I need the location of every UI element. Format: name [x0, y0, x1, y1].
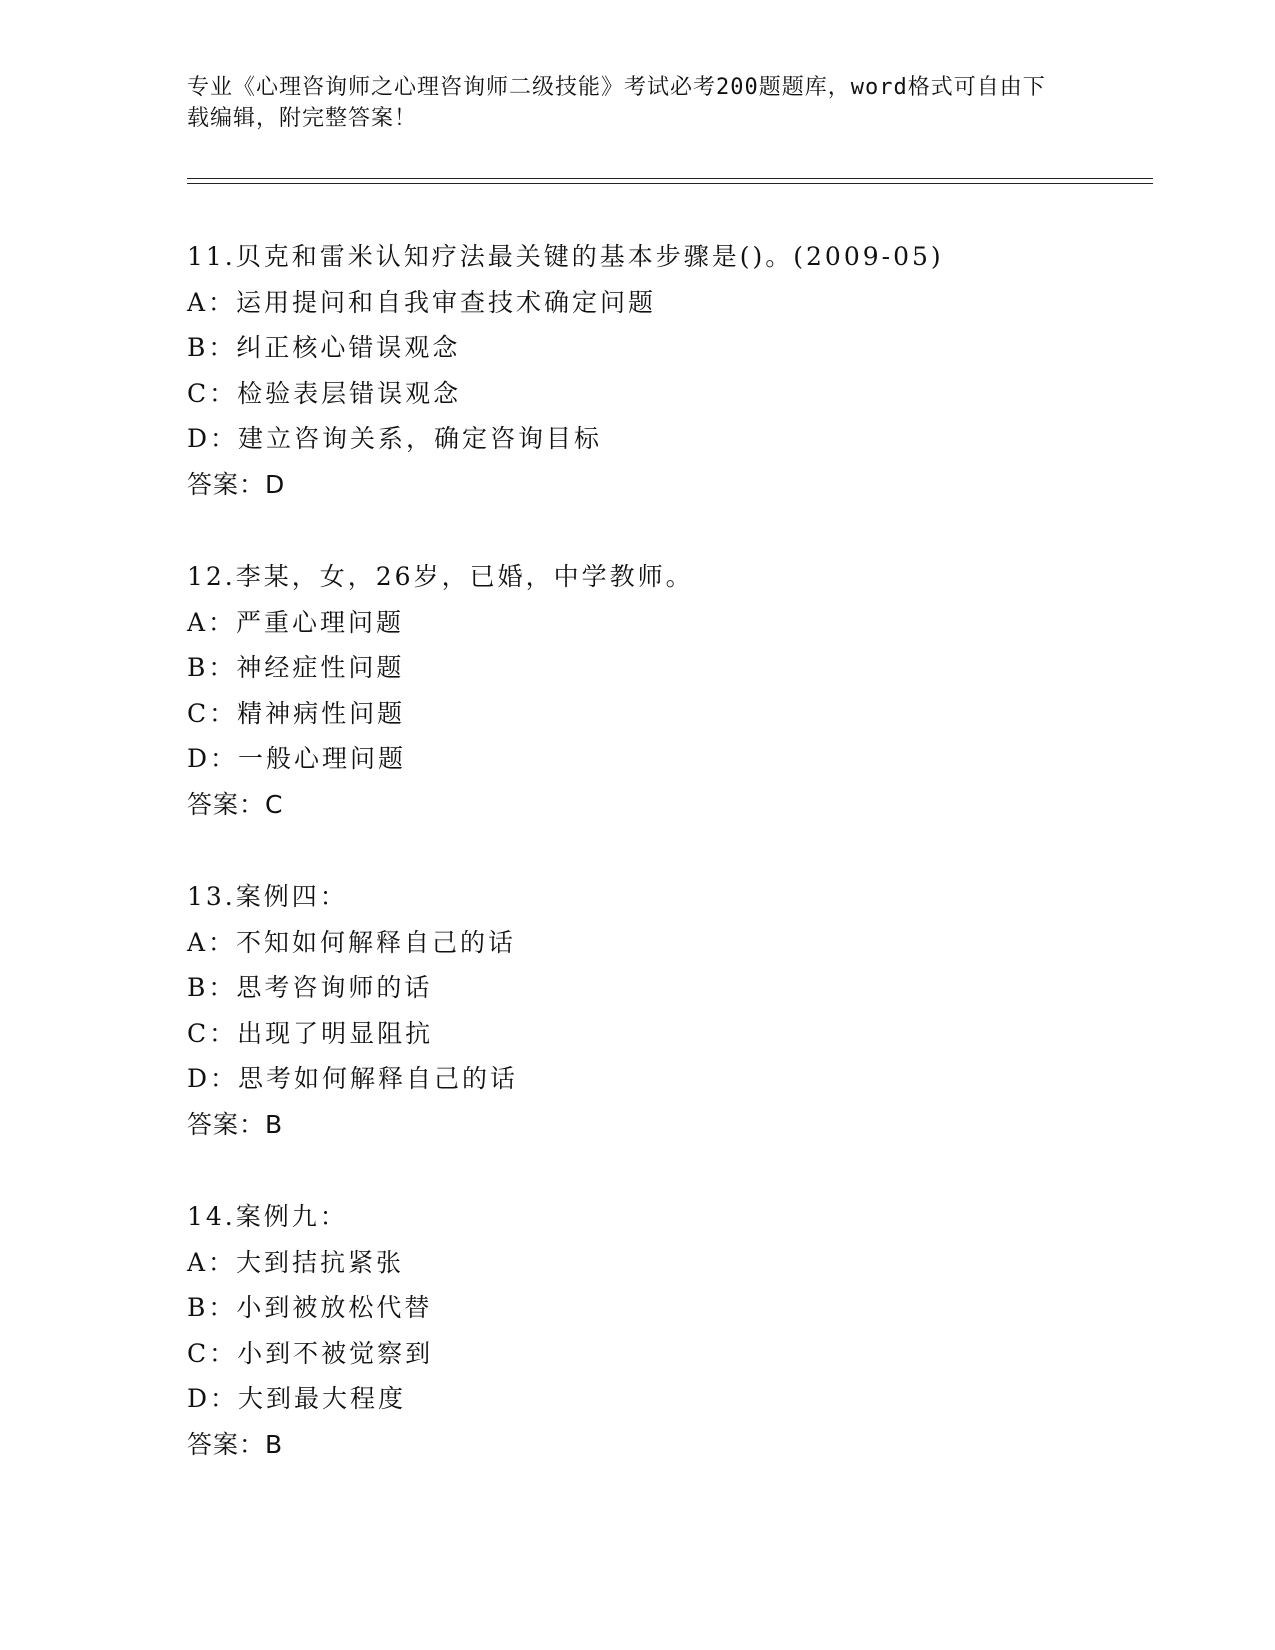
option-d: D：大到最大程度: [187, 1384, 407, 1413]
question-stem: 14.案例九：: [187, 1202, 348, 1231]
question-11: [187, 234, 1187, 507]
question-13: [187, 874, 1187, 1147]
header-text: 专业《心理咨询师之心理咨询师二级技能》考试必考200题题库，word格式可自由下载编辑，附完整答案！: [187, 75, 1046, 131]
option-d: D：建立咨询关系，确定咨询目标: [187, 424, 603, 453]
answer: 答案：C: [187, 789, 284, 819]
option-c: C：检验表层错误观念: [187, 378, 462, 408]
answer: 答案：D: [187, 469, 286, 499]
question-12: [187, 554, 1187, 827]
option-d: D：一般心理问题: [187, 744, 407, 773]
question-stem: 12.李某，女，26岁，已婚，中学教师。: [187, 562, 694, 591]
question-stem: 11.贝克和雷米认知疗法最关键的基本步骤是()。(2009-05): [187, 242, 944, 271]
option-b: B：纠正核心错误观念: [187, 333, 461, 362]
answer: 答案：B: [187, 1109, 284, 1139]
option-a: A：运用提问和自我审查技术确定问题: [187, 287, 657, 317]
option-b: B：小到被放松代替: [187, 1293, 433, 1322]
option-d: D：思考如何解释自己的话: [187, 1064, 519, 1093]
option-c: C：精神病性问题: [187, 698, 406, 728]
option-b: B：神经症性问题: [187, 653, 405, 682]
option-a: A：不知如何解释自己的话: [187, 927, 517, 957]
question-stem: 13.案例四：: [187, 882, 348, 911]
question-14: [187, 1194, 1187, 1467]
option-c: C：出现了明显阻抗: [187, 1018, 434, 1048]
header-divider: [187, 178, 1153, 184]
document-header: [187, 72, 1067, 134]
option-b: B：思考咨询师的话: [187, 973, 433, 1002]
answer: 答案：B: [187, 1429, 284, 1459]
option-a: A：大到拮抗紧张: [187, 1247, 405, 1277]
option-a: A：严重心理问题: [187, 607, 405, 637]
option-c: C：小到不被觉察到: [187, 1338, 434, 1368]
